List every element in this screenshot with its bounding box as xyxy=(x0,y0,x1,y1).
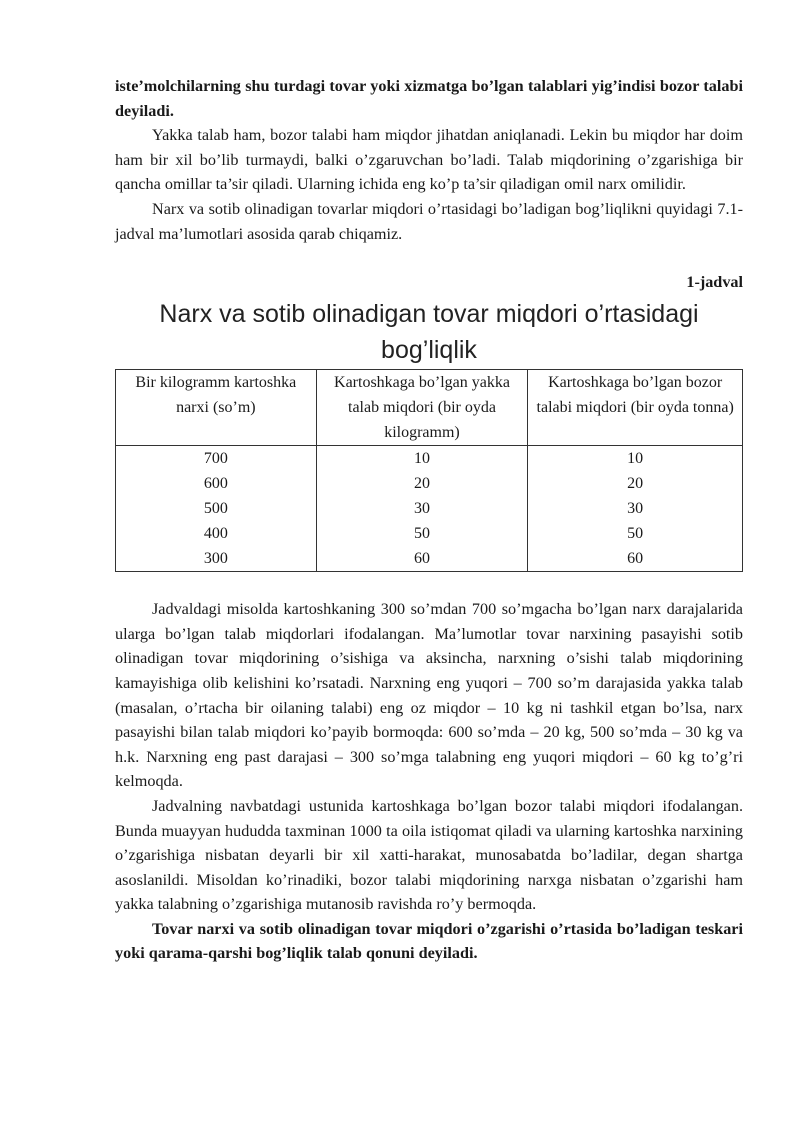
paragraph-jadval-misol: Jadvaldagi misolda kartoshkaning 300 so’mdan 700 so’mgacha bo’lgan narx darajalarida ularga bo’lgan talab miqdorlari ifodalangan. Ma’lumotlar tovar narxining pasayishi sotib olinadigan tovar miqdorining o’sishiga va aksincha, narxning o’sishi talab miqdorining kamayishiga olib kelishini ko’rsatadi. Narxning eng yuqori – 700 so’m darajasida yakka talab (masalan, o’rtacha bir oilaning talabi) eng oz miqdor – 10 kg ni tashkil etgan bo’lsa, narx pasayishi bilan talab miqdori ko’payib bormoqda: 600 so’mda – 20 kg, 500 so’mda – 30 kg va h.k. Narxning eng past darajasi – 300 so’mga talabning eng yuqori miqdori – 60 kg to’g’ri kelmoqda. xyxy=(115,600,743,791)
cell-market: 10 xyxy=(528,446,743,472)
demand-table xyxy=(115,369,743,572)
cell-price: 300 xyxy=(116,546,317,572)
table-label: 1-jadval xyxy=(686,273,743,292)
cell-market: 50 xyxy=(528,521,743,546)
cell-individual: 60 xyxy=(316,546,528,572)
cell-price: 700 xyxy=(116,446,317,472)
table-row xyxy=(116,521,743,546)
paragraph-bozor-talabi-definition: iste’molchilarning shu turdagi tovar yoki xizmatga bo’lgan talablari yig’indisi bozor talabi deyiladi. xyxy=(115,77,743,120)
paragraph-bozor-talabi-ustun: Jadvalning navbatdagi ustunida kartoshkaga bo’lgan bozor talabi miqdori ifodalangan. Bunda muayyan hududda taxminan 1000 ta oila istiqomat qiladi va ularning kartoshka narxining o’zgarishiga nisbatan deyarli bir xil xatti-harakat, munosabatda bo’ladilar, degan shartga asoslanildi. Misoldan ko’rinadiki, bozor talabi miqdorining narxga nisbatan o’zgarishi ham yakka talabning o’zgarishiga mutanosib ravishda ro’y bermoqda. xyxy=(115,796,743,914)
header-market-demand: Kartoshkaga bo’lgan bozor talabi miqdori (bir oyda tonna) xyxy=(528,370,743,446)
table-header-row xyxy=(116,370,743,446)
document-page xyxy=(115,74,743,966)
paragraph-jadval-intro: Narx va sotib olinadigan tovarlar miqdori o’rtasidagi bo’ladigan bog’liqlikni quyidagi 7.1-jadval ma’lumotlari asosida qarab chiqamiz. xyxy=(115,199,743,243)
header-individual-demand: Kartoshkaga bo’lgan yakka talab miqdori (bir oyda kilogramm) xyxy=(316,370,528,446)
table-row xyxy=(116,546,743,572)
cell-market: 30 xyxy=(528,496,743,521)
table-row xyxy=(116,471,743,496)
table-row xyxy=(116,496,743,521)
cell-individual: 20 xyxy=(316,471,528,496)
header-price: Bir kilogramm kartoshka narxi (so’m) xyxy=(116,370,317,446)
cell-market: 20 xyxy=(528,471,743,496)
paragraph-talab-miqdori: Yakka talab ham, bozor talabi ham miqdor jihatdan aniqlanadi. Lekin bu miqdor har doim ham bir xil bo’lib turmaydi, balki o’zgaruvchan bo’ladi. Talab miqdorining o’zgarishiga bir qancha omillar ta’sir qiladi. Ularning ichida eng ko’p ta’sir qiladigan omil narx omilidir. xyxy=(115,126,743,194)
cell-price: 400 xyxy=(116,521,317,546)
cell-individual: 30 xyxy=(316,496,528,521)
cell-individual: 10 xyxy=(316,446,528,472)
paragraph-talab-qonuni: Tovar narxi va sotib olinadigan tovar miqdori o’zgarishi o’rtasida bo’ladigan teskari yoki qarama-qarshi bog’liqlik talab qonuni deyiladi. xyxy=(115,919,743,963)
table-row xyxy=(116,446,743,472)
cell-market: 60 xyxy=(528,546,743,572)
cell-price: 500 xyxy=(116,496,317,521)
table-title: Narx va sotib olinadigan tovar miqdori o’rtasidagi bog’liqlik xyxy=(159,300,699,365)
cell-individual: 50 xyxy=(316,521,528,546)
cell-price: 600 xyxy=(116,471,317,496)
